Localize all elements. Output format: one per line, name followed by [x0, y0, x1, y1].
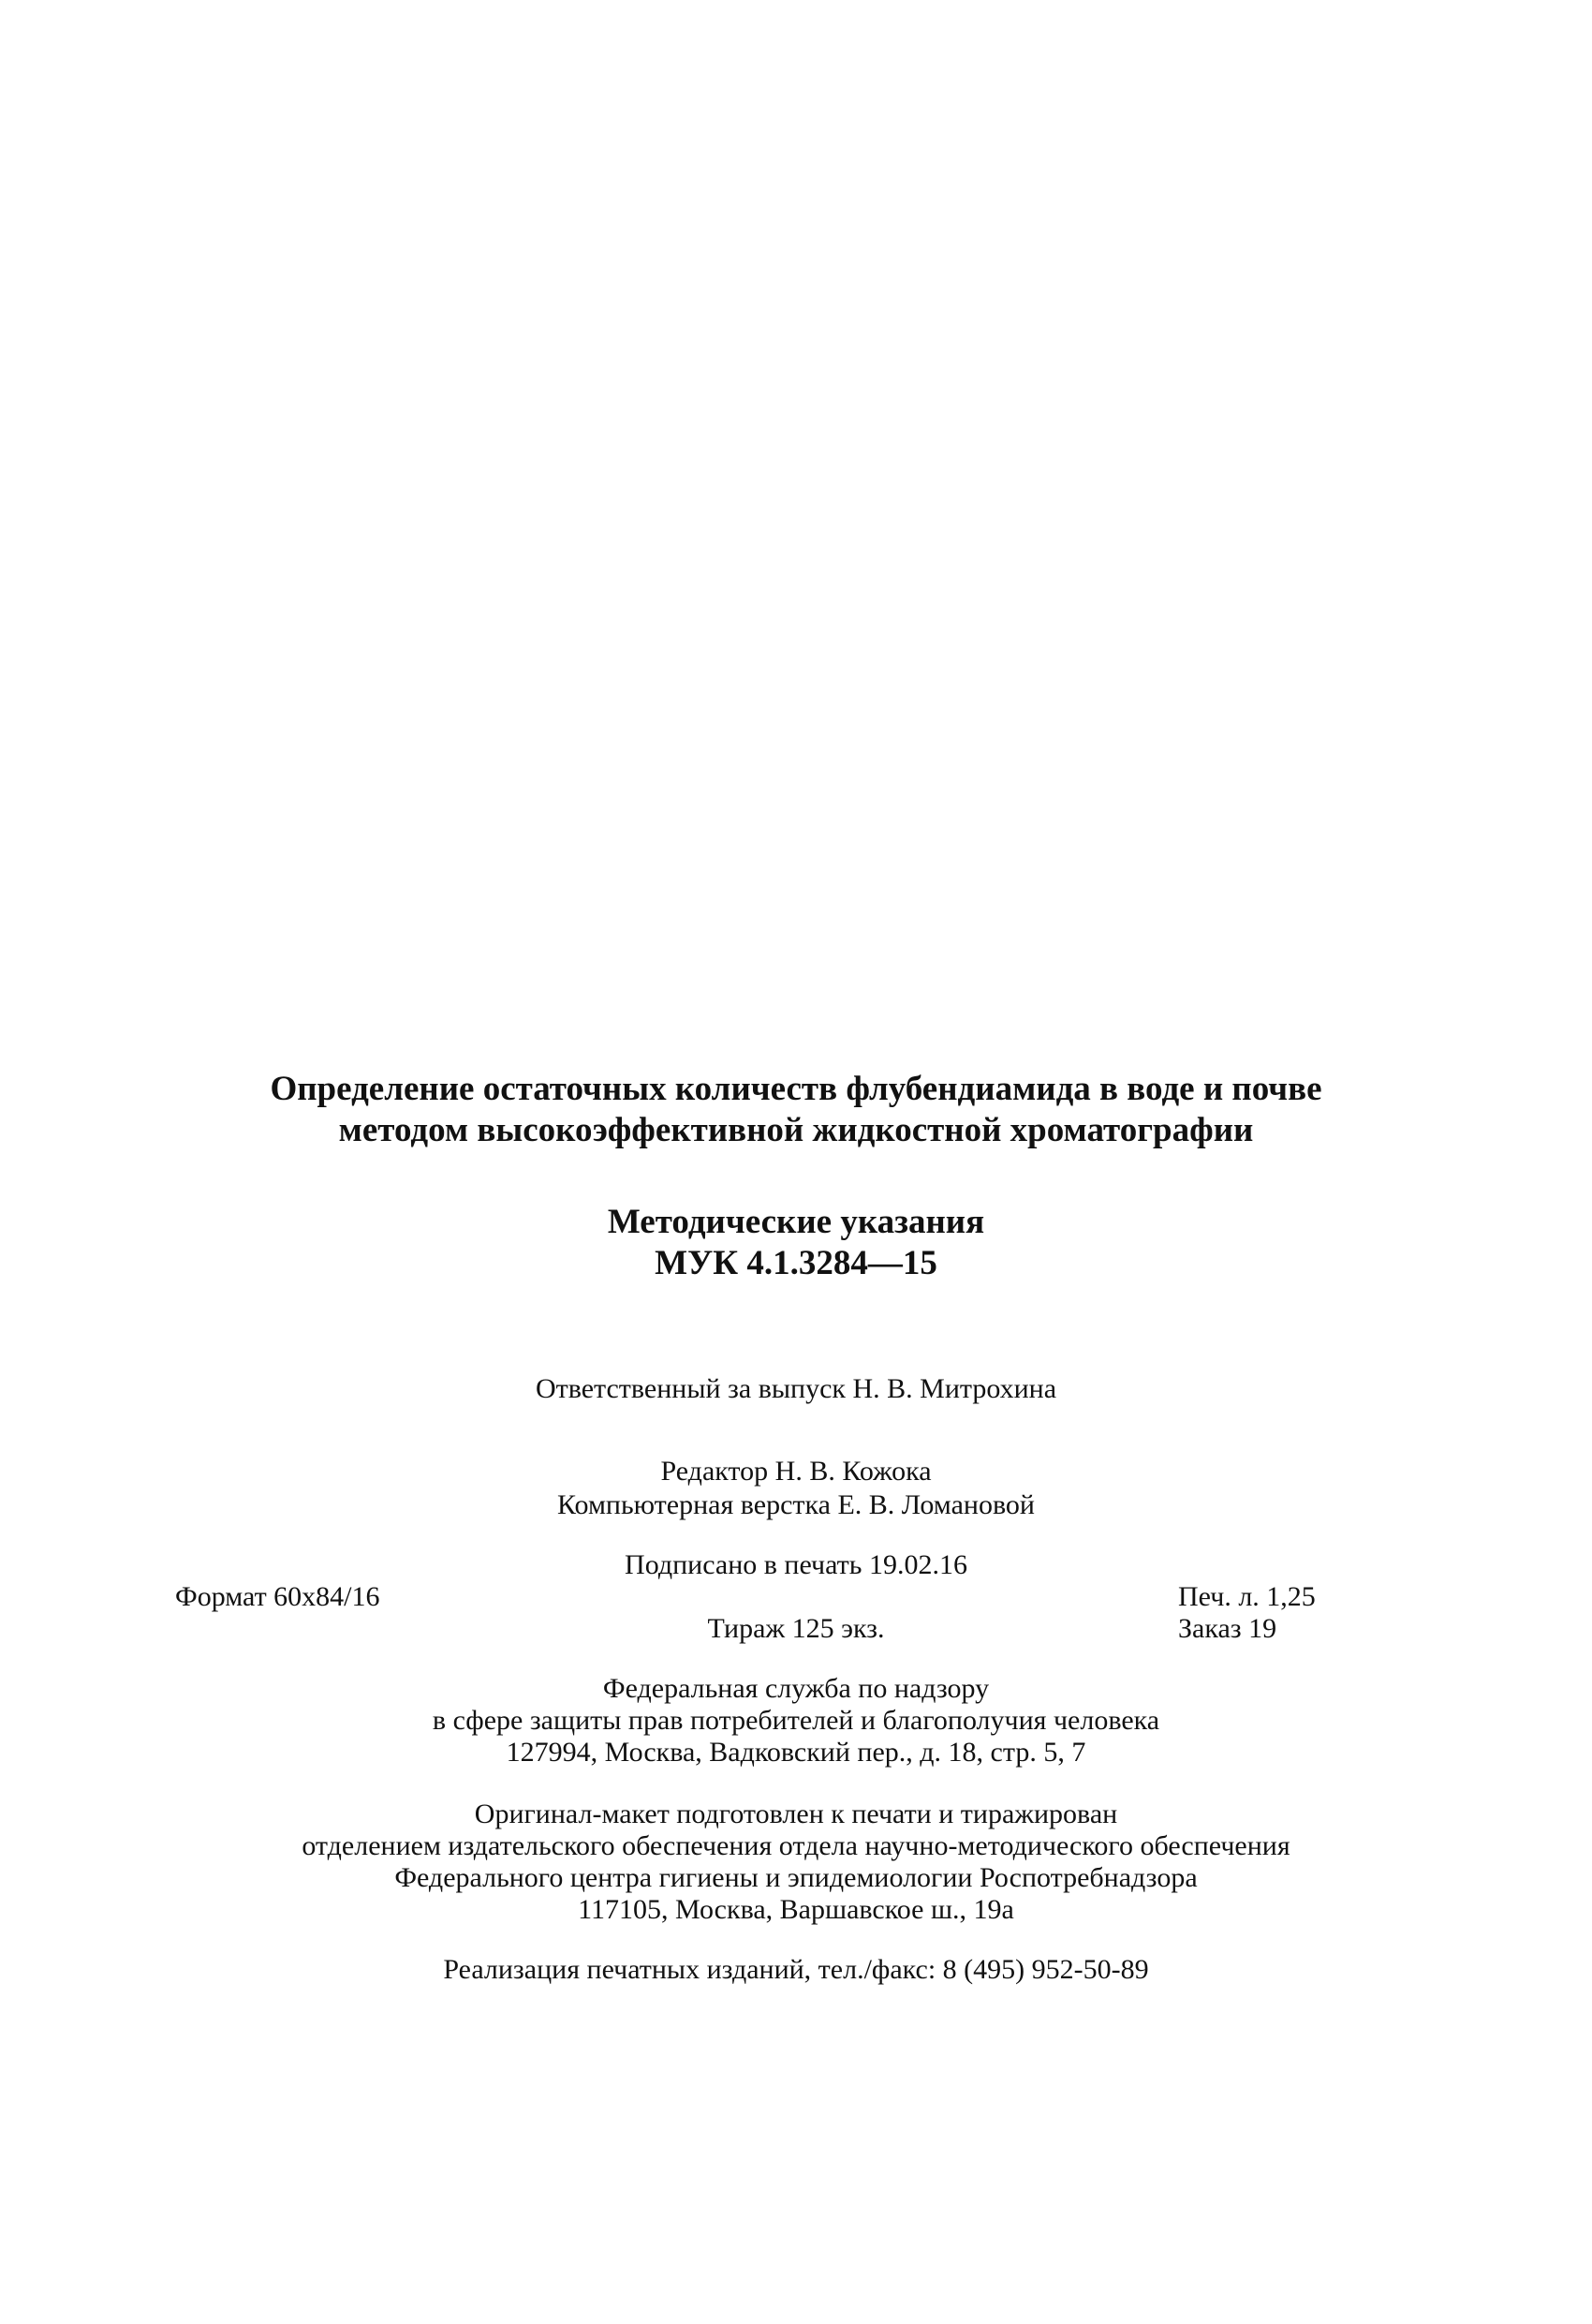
document-subtitle-line-1: Методические указания [607, 1203, 985, 1241]
document-title-line-1: Определение остаточных количеств флубендиамида в воде и почве [270, 1070, 1322, 1108]
order-number: Заказ 19 [1178, 1613, 1277, 1644]
circulation: Тираж 125 экз. [707, 1613, 885, 1644]
publisher-address: 127994, Москва, Вадковский пер., д. 18, стр. 5, 7 [506, 1737, 1086, 1768]
paper-format: Формат 60x84/16 [175, 1581, 380, 1612]
signed-date: Подписано в печать 19.02.16 [625, 1549, 967, 1580]
sales-contact: Реализация печатных изданий, тел./факс: 8 (495) 952-50-89 [443, 1954, 1149, 1985]
original-layout-address: 117105, Москва, Варшавское ш., 19а [578, 1894, 1014, 1925]
print-sheets: Печ. л. 1,25 [1178, 1581, 1316, 1612]
original-layout-line-3: Федерального центра гигиены и эпидемиологии Роспотребнадзора [394, 1862, 1198, 1893]
original-layout-line-1: Оригинал-макет подготовлен к печати и тиражирован [474, 1799, 1118, 1829]
original-layout-line-2: отделением издательского обеспечения отдела научно-методического обеспечения [302, 1830, 1290, 1861]
publisher-line-2: в сфере защиты прав потребителей и благополучия человека [432, 1705, 1160, 1736]
document-title-line-2: методом высокоэффективной жидкостной хроматографии [338, 1111, 1254, 1149]
responsible-person: Ответственный за выпуск Н. В. Митрохина [535, 1373, 1057, 1404]
document-subtitle-line-2: МУК 4.1.3284—15 [655, 1244, 937, 1282]
editor: Редактор Н. В. Кожока [660, 1456, 932, 1487]
layout-credit: Компьютерная верстка Е. В. Ломановой [557, 1489, 1035, 1520]
publisher-line-1: Федеральная служба по надзору [602, 1673, 990, 1704]
